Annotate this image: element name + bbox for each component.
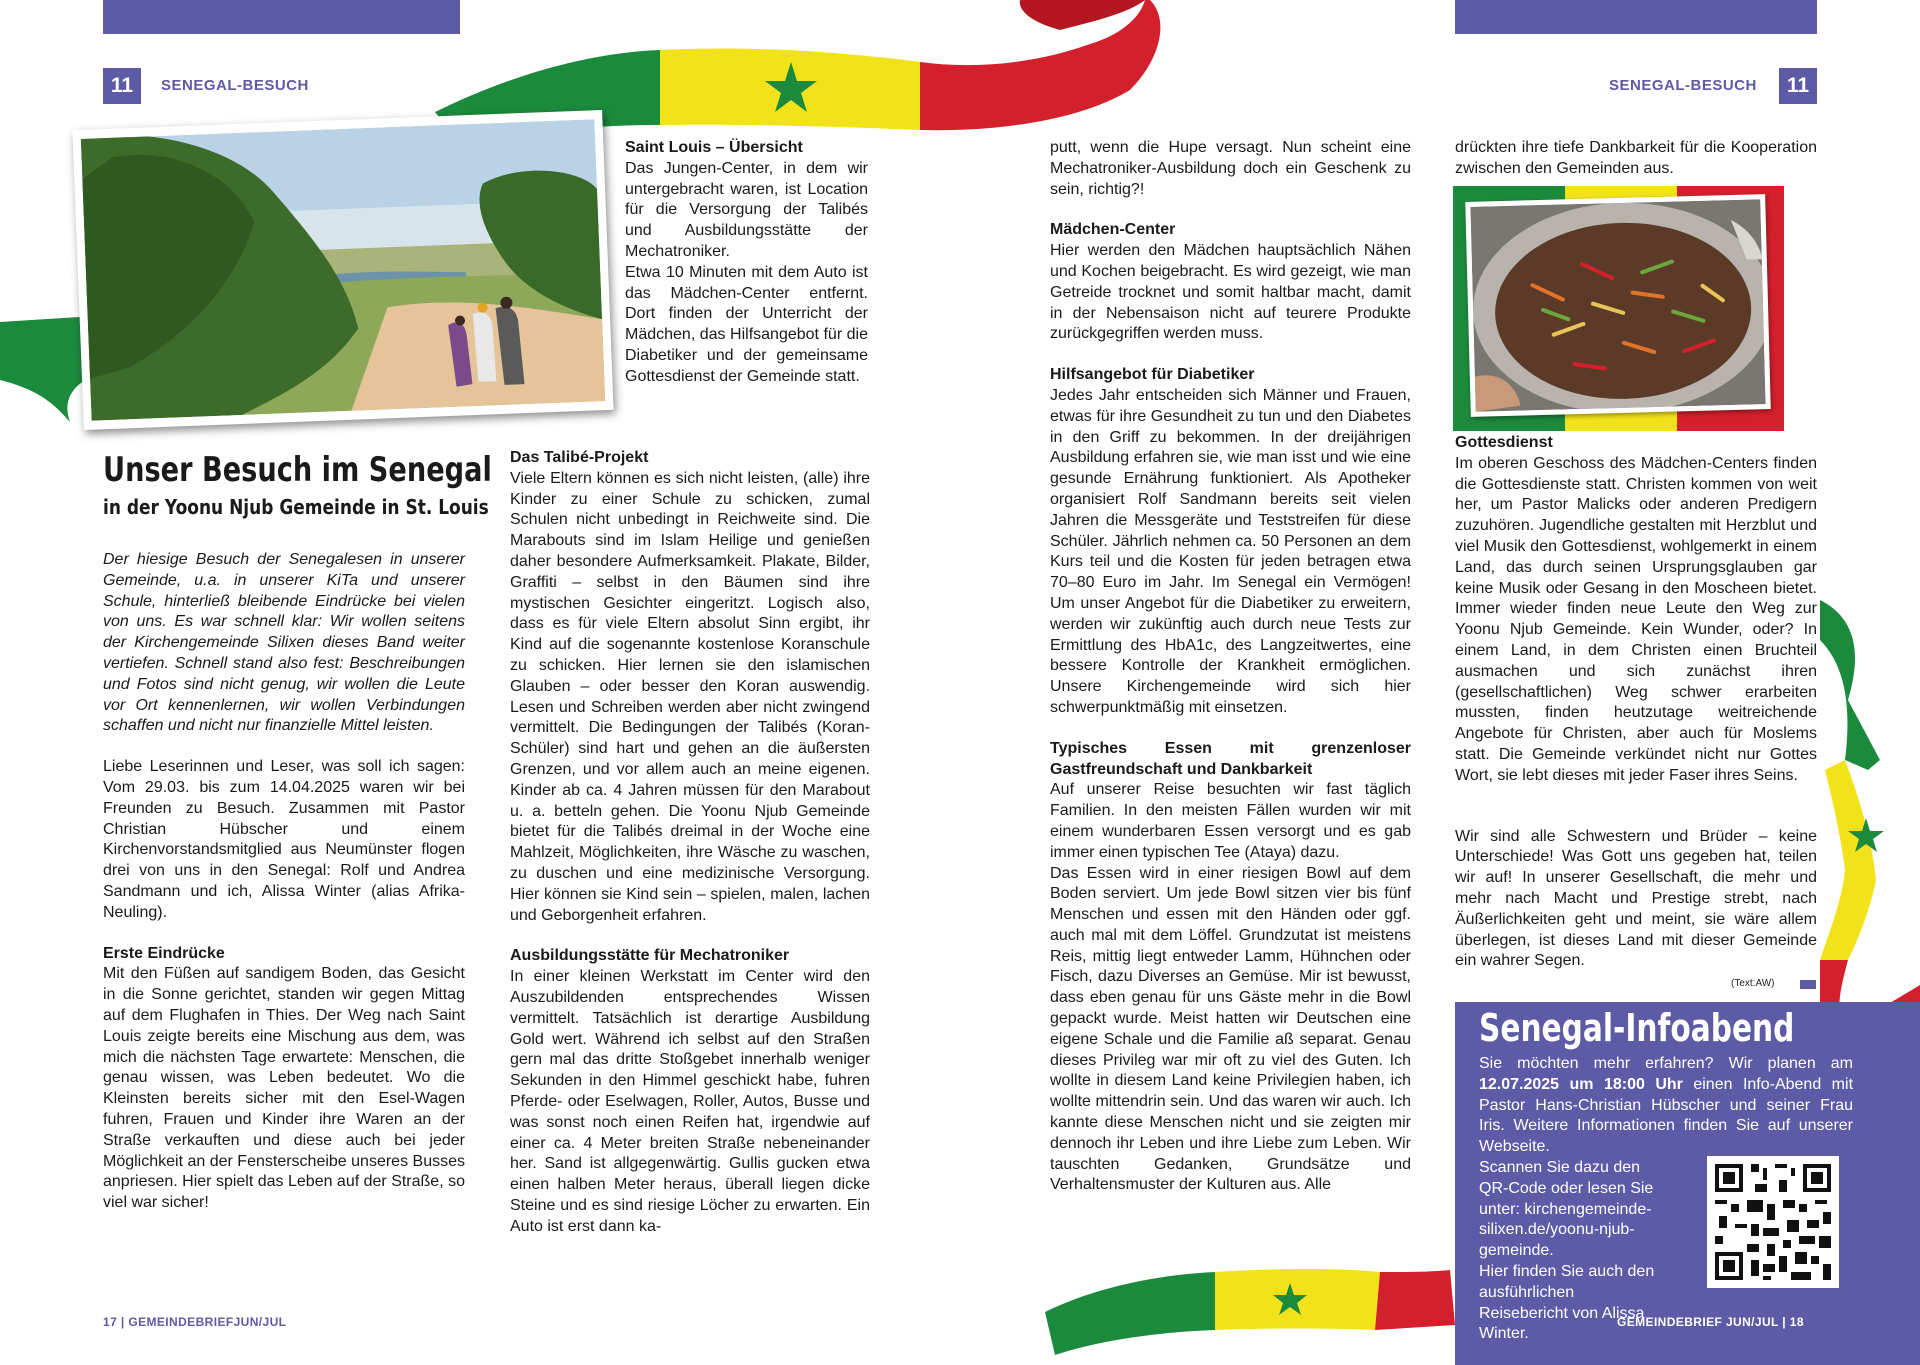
text-dankbarkeit: drückten ihre tiefe Dankbarkeit für die Kooperation zwischen den Gemeinden aus. <box>1455 139 1817 177</box>
top-bar-left <box>103 0 460 34</box>
food-photo <box>1465 194 1771 417</box>
heading-essen: Typisches Essen mit grenzenloser Gastfreundschaft und Dankbarkeit <box>1050 739 1411 778</box>
heading-maedchen-center: Mädchen-Center <box>1050 221 1176 239</box>
text-mechatroniker: In einer kleinen Werkstatt im Center wird den Auszubildenden entsprechendes Wissen vermittelt. Tatsächlich ist derartige Ausbildung Gold wert. Während ich selbst auf den Straßen gern mal das dritte Stoßgebet innerhalb weniger Sekunden in den Himmel geschickt habe, fuhren Pferde- oder Eselwagen, Roller, Autos, Busse und was sonst noch einen Reifen hat, irgendwie auf einer ca. 4 Meter breiten Straße nebeneinander her. Sand ist allgegenwärtig. Gullis gucken etwa einen halben Meter heraus, überall liegen dicke Steine und es sind riesige Löcher zu erwarten. Ein Auto ist erst dann ka- <box>510 968 870 1235</box>
page-number-right: 11 <box>1779 68 1817 104</box>
ribbon-green-right <box>1820 600 1880 770</box>
text-saint-louis-2: Etwa 10 Minuten mit dem Auto ist das Mädchen-Center entfernt. Dort finden der Unterricht der Mädchen, das Hilfsangebot für die Diabetiker und der gemeinsame Gottesdienst der Gemeinde statt. <box>625 263 868 385</box>
ribbon-green-bottom <box>1045 1272 1215 1355</box>
article-title: Unser Besuch im Senegal <box>103 450 492 490</box>
right-column-1 <box>1050 138 1411 1196</box>
section-label-left: SENEGAL-BESUCH <box>161 77 309 94</box>
info-text-1a: Sie möchten mehr erfahren? Wir planen am <box>1479 1055 1853 1072</box>
food-bowl-image <box>1470 199 1765 412</box>
text-final: Wir sind alle Schwestern und Brüder – keine Unterschiede! Was Gott uns gegeben hat, teilen wir auf! In unserer Gesellschaft, die mehr und mehr nach Macht und Prestige strebt, nach Äußerlichkeiten geht und meint, sie wäre allem überlegen, ist dieses Land mit dieser Gemeinde ein wahrer Segen. <box>1455 827 1817 970</box>
heading-talibe: Das Talibé-Projekt <box>510 449 649 466</box>
article-subtitle: in der Yoonu Njub Gemeinde in St. Louis <box>103 495 489 519</box>
overview-column <box>625 138 868 388</box>
left-column-2 <box>510 448 870 1237</box>
heading-mechatroniker: Ausbildungsstätte für Mechatroniker <box>510 947 790 965</box>
text-essen-2: Das Essen wird in einer riesigen Bowl auf dem Boden serviert. Um jede Bowl sitzen vier bis fünf Menschen und essen mit den Händen oder ggf. auch mal mit dem Löffel. Grundzutat ist meistens Reis, mittig liegt entweder Lamm, Hühnchen oder Fisch, dazu Diverses an Gemüse. Mir ist bewusst, dass eben genau für uns Gäste mehr in die Bowl gepackt wurde. Meist hatten wir Deutschen eine eigene Schale und die Familie aß separat. Genau dieses Privileg war mir oft zu viel des Guten. Ich wollte in diesem Land keine Privilegien haben, ich wollte mittendrin sein. Und das waren wir auch. Ich kannte diese Menschen nicht und sie zeigten mir dennoch ihr Leben und ihre Liebe zum Leben. Wir tauschten Gedanken, Grundsätze und Verhaltensmuster der Kulturen aus. Alle <box>1050 864 1411 1194</box>
info-date: 12.07.2025 um 18:00 Uhr <box>1479 1075 1683 1093</box>
text-talibe: Viele Eltern können es sich nicht leisten, (alle) ihre Kinder zu einer Schule zu schicken, zumal Schulen nicht unbedingt in Reichweite sind. Die Marabouts sind im Islam Heilige und genießen daher besondere Aufmerksamkeit. Plakate, Bilder, Graffiti – selbst in den Bäumen sind ihre mystischen Gesichter eingeritzt. Logisch also, dass es für viele Eltern absolut Sinn ergibt, ihr Kind auf die sogenannte kostenlose Koranschule zu schicken. Hier lernen sie den islamischen Glauben – oder besser den Koran auswendig. Lesen und Schreiben werden aber nicht zwingend vermittelt. Die Bedingungen der Talibés (Koran-Schüler) sind hart und gehen an die äußersten Grenzen, und vor allem auch an meine eigenen. Kinder ab ca. 4 Jahren müssen für den Marabout u. a. betteln gehen. Die Yoonu Njub Gemeinde bietet für die Talibés dreimal in der Woche eine Mahlzeit, Möglichkeiten, ihre Wäsche zu waschen, zu duschen und eine medizinische Versorgung. Hier können sie Kind sein – spielen, malen, lachen und Geborgenheit erfahren. <box>510 469 870 924</box>
text-credit: (Text:AW) <box>1731 978 1775 989</box>
footer-right: GEMEINDEBRIEF JUN/JUL | 18 <box>1617 1315 1804 1329</box>
text-saint-louis: Das Jungen-Center, in dem wir untergebracht waren, ist Location für die Versorgung der Talibés und Ausbildungsstätte der Mechatroniker. <box>625 159 868 260</box>
info-text-block <box>1479 1054 1853 1158</box>
text-erste-eindruecke: Mit den Füßen auf sandigem Boden, das Gesicht in die Sonne gerichtet, standen wir gegen Mittag auf dem Flughafen in Thies. Der Weg nach Saint Louis zeigte bereits eine Mischung aus dem, was mich die nächsten Tage erwartete: Menschen, die genau wissen, was Leben bedeutet. Wo die Kleinsten bereits sicher mit den Esel-Wagen fuhren, Frauen und Kinder ihre Waren an der Straße verkauften und diese auch bei jeder Möglichkeit an der Fensterscheibe unseres Busses anpriesen. Hier spielt das Leben auf der Straße, so viel war sicher! <box>103 965 465 1212</box>
heading-gottesdienst: Gottesdienst <box>1455 434 1553 451</box>
landscape-photo <box>72 110 613 430</box>
qr-code-icon <box>1707 1156 1839 1288</box>
top-bar-right <box>1455 0 1817 34</box>
intro-text: Der hiesige Besuch der Senegalesen in unserer Gemeinde, u.a. in unserer KiTa und unserer Schule, hinterließ bleibende Eindrücke bei vielen von uns. Es war schnell klar: Wir wollen seitens der Kirchengemeinde Silixen dieses Band weiter vertiefen. Schnell stand also fest: Beschreibungen und Fotos sind nicht genug, wir wollen die Leute vor Ort kennenlernen, wir wollen Verbindungen schaffen und nicht nur finanzielle Mittel leisten. <box>103 551 465 735</box>
section-label-right: SENEGAL-BESUCH <box>1609 77 1757 94</box>
info-text-1b: einen Info-Abend mit Pastor Hans-Christian Hübscher und seiner Frau Iris. Weitere Informationen finden Sie auf unserer Webseite. <box>1479 1075 1854 1156</box>
text-maedchen-center: Hier werden den Mädchen hauptsächlich Nähen und Kochen beigebracht. Es wird gezeigt, wie man Getreide trocknet und somit haltbar macht, damit in der Nebensaison nicht auf teurere Produkte zurückgegriffen werden muss. <box>1050 242 1411 343</box>
landscape-image <box>81 119 605 421</box>
text-gottesdienst: Im oberen Geschoss des Mädchen-Centers finden die Gottesdienste statt. Christen kommen von weit her, um Pastor Malicks oder anderen Predigern zuzuhören. Jugendliche gestalten mit Herzblut und viel Musik den Gottesdienst, wohlgemerkt in einem Land, das durch seinen Ursprungsglauben gar keine Musik oder Gesang in den Moscheen bietet. Immer wieder finden neue Leute den Weg zur Yoonu Njub Gemeinde. Kein Wunder, oder? In einem Land, in dem Christen einen Bruchteil ausmachen und sich zunächst ihren (gesellschaftlichen) Weg schwer erarbeiten mussten, finden heutzutage weitreichende Angebote für Christen, aber auch für Moslems statt. Die Gemeinde verkündet nicht nur Gottes Wort, sie lebt dieses mit jeder Faser ihres Seins. <box>1455 454 1817 784</box>
heading-saint-louis: Saint Louis – Übersicht <box>625 139 803 156</box>
qr-code[interactable] <box>1707 1156 1839 1288</box>
end-mark <box>1800 980 1816 989</box>
ribbon-red-bottom <box>1375 1270 1455 1330</box>
ribbon-red-curl <box>1020 0 1145 30</box>
heading-diabetiker: Hilfsangebot für Diabetiker <box>1050 366 1255 384</box>
right-column-2 <box>1455 433 1817 972</box>
ribbon-yellow-right <box>1820 760 1876 960</box>
info-title: Senegal-Infoabend <box>1479 1006 1795 1050</box>
text-continued: putt, wenn die Hupe versagt. Nun scheint eine Mechatroniker-Ausbildung doch ein Geschenk zu sein, richtig?! <box>1050 139 1411 198</box>
page-number-left: 11 <box>103 68 141 104</box>
text-diabetiker: Jedes Jahr entscheiden sich Männer und Frauen, etwas für ihre Gesundheit zu tun und den Diabetes in den Griff zu bekommen. In der dreijährigen Ausbildung erfahren sie, wie man isst und wie eine gesunde Ernährung funktioniert. Als Apotheker organisiert Rolf Sandmann bereits seit vielen Jahren die Messgeräte und Teststreifen für diese Schüler. Jährlich nehmen ca. 50 Personen an dem Kurs teil und die Kosten für jeden betragen etwa 70–80 Euro im Jahr. Im Senegal ein Vermögen! Um unser Angebot für die Diabetiker zu erweitern, werden wir zukünftig auch durch neue Tests zur Ermittlung des HbA1c, des Langzeitwertes, eine bessere Kontrolle der Krankheit ermöglichen. Unsere Kirchengemeinde wird sich hier schwerpunktmäßig mit einsetzen. <box>1050 386 1411 716</box>
text-essen-1: Auf unserer Reise besuchten wir fast täglich Familien. In den meisten Fällen wurden wir mit einem wunderbaren Essen versorgt und es gab immer einen typischen Tee (Ataya) dazu. <box>1050 781 1411 861</box>
info-box <box>1455 1002 1920 1365</box>
right-column-2-top <box>1455 138 1817 180</box>
left-column-1 <box>103 550 465 1214</box>
info-text-2: Scannen Sie dazu den QR-Code oder lesen Sie unter: kirchengemeinde-silixen.de/yoonu-njub-gemeinde. <box>1479 1159 1654 1260</box>
heading-erste-eindruecke: Erste Eindrücke <box>103 944 225 962</box>
info-text-3: Hier finden Sie auch den ausführlichen Reisebericht von Alissa Winter. <box>1479 1262 1655 1343</box>
footer-left: 17 | GEMEINDEBRIEFJUN/JUL <box>103 1315 287 1329</box>
greeting-text: Liebe Leserinnen und Leser, was soll ich sagen: Vom 29.03. bis zum 14.04.2025 waren wir bei Freunden zu Besuch. Zusammen mit Pastor Christian Hübscher und einem Kirchenvorstandsmitglied aus Neumünster flogen drei von uns in den Senegal: Rolf und Andrea Sandmann und ich, Alissa Winter (alias Afrika-Neuling). <box>103 758 465 921</box>
